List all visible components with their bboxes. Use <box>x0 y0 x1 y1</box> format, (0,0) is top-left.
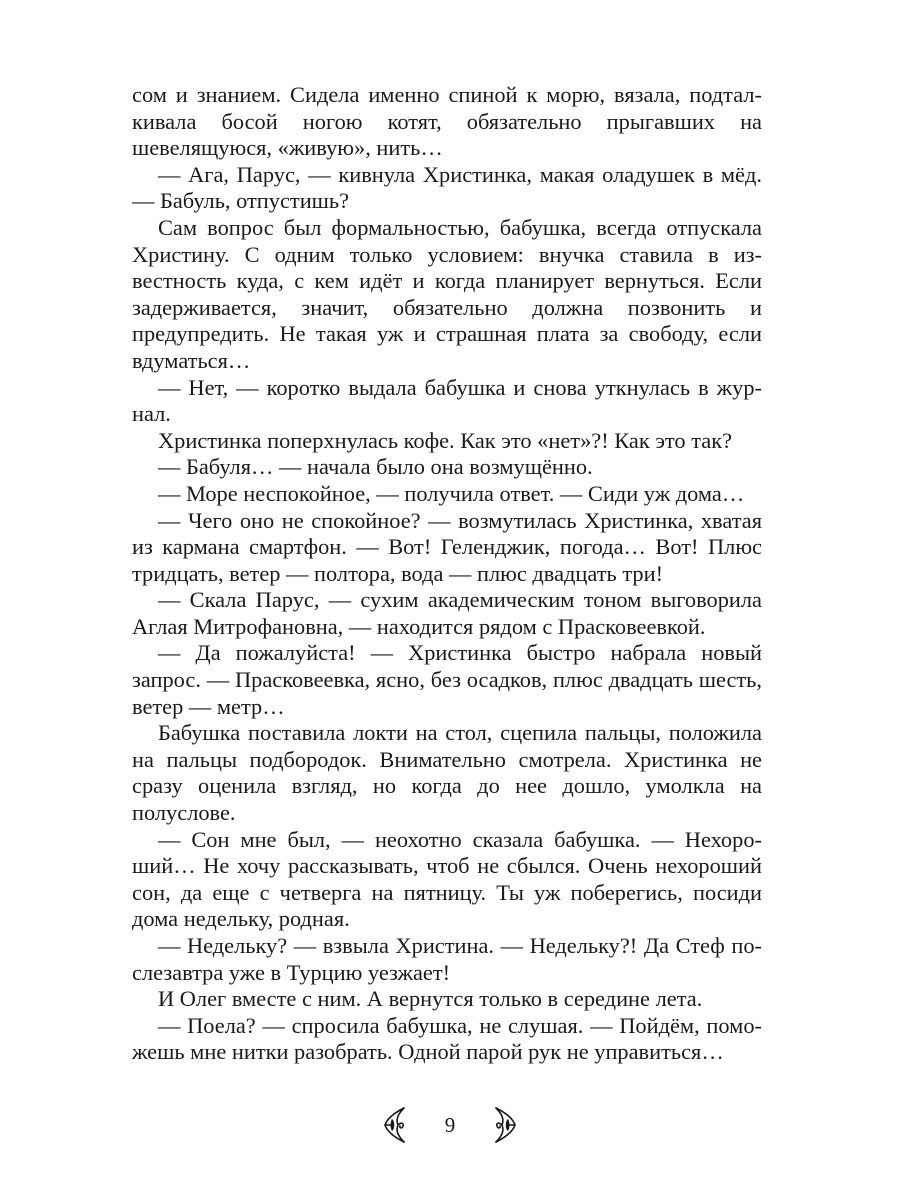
paragraph: — Поела? — спросила бабушка, не слушая. — Пойдём, поможешь мне нитки разобрать. Одной парой рук не управиться… <box>132 1012 762 1065</box>
fleuron-left-icon <box>382 1105 408 1145</box>
paragraph: Бабушка поставила локти на стол, сцепила пальцы, положила на пальцы подбородок. Внимательно смотрела. Христинка не сразу оценила взгляд, но когда до нее дошло, умолкла на полуслове. <box>132 720 762 826</box>
paragraph: — Бабуля… — начала было она возмущённо. <box>158 454 593 480</box>
paragraph: сом и знанием. Сидела именно спиной к морю, вязала, подталкивала босой ногою котят, обязательно прыгавших на шевелящуюся, «живую», нить… <box>132 82 762 161</box>
paragraph: — Море неспокойное, — получила ответ. — Сиди уж дома… <box>158 480 745 506</box>
page-footer <box>0 1100 900 1150</box>
paragraph: Сам вопрос был формальностью, бабушка, всегда отпускала Христину. С одним только условием: внучка ставила в известность куда, с кем идёт и когда планирует вернуться. Если задерживается, значит, обязательно должна позвонить и предупредить. Не такая уж и страшная плата за свободу, если вдуматься… <box>132 214 762 373</box>
fleuron-right-icon <box>492 1105 518 1145</box>
paragraph: — Скала Парус, — сухим академическим тоном выговорила Аглая Митрофановна, — находится рядом с Прасковеевкой. <box>132 587 762 639</box>
page-number: 9 <box>444 1112 456 1137</box>
paragraph: — Недельку? — взвыла Христина. — Недельку?! Да Стеф послезавтра уже в Турцию уезжает! <box>132 933 762 985</box>
paragraph: И Олег вместе с ним. А вернутся только в середине лета. <box>158 986 703 1012</box>
paragraph: — Чего оно не спокойное? — возмутилась Христинка, хватая из кармана смартфон. — Вот! Геленджик, погода… Вот! Плюс тридцать, ветер — полтора, вода — плюс двадцать три! <box>132 507 762 586</box>
page-text-block <box>132 82 762 1066</box>
paragraph: Христинка поперхнулась кофе. Как это «нет»?! Как это так? <box>158 427 733 453</box>
paragraph: — Да пожалуйста! — Христинка быстро набрала новый запрос. — Прасковеевка, ясно, без осадков, плюс двадцать шесть, ветер — метр… <box>132 640 762 719</box>
paragraph: — Сон мне был, — неохотно сказала бабушка. — Нехороший… Не хочу рассказывать, чтоб не сбылся. Очень нехороший сон, да еще с четверга на пятницу. Ты уж поберегись, посиди дома недельку, родная. <box>132 826 762 932</box>
paragraph: — Нет, — коротко выдала бабушка и снова уткнулась в журнал. <box>132 374 762 427</box>
paragraph: — Ага, Парус, — кивнула Христинка, макая оладушек в мёд. — Бабуль, отпустишь? <box>132 161 762 214</box>
